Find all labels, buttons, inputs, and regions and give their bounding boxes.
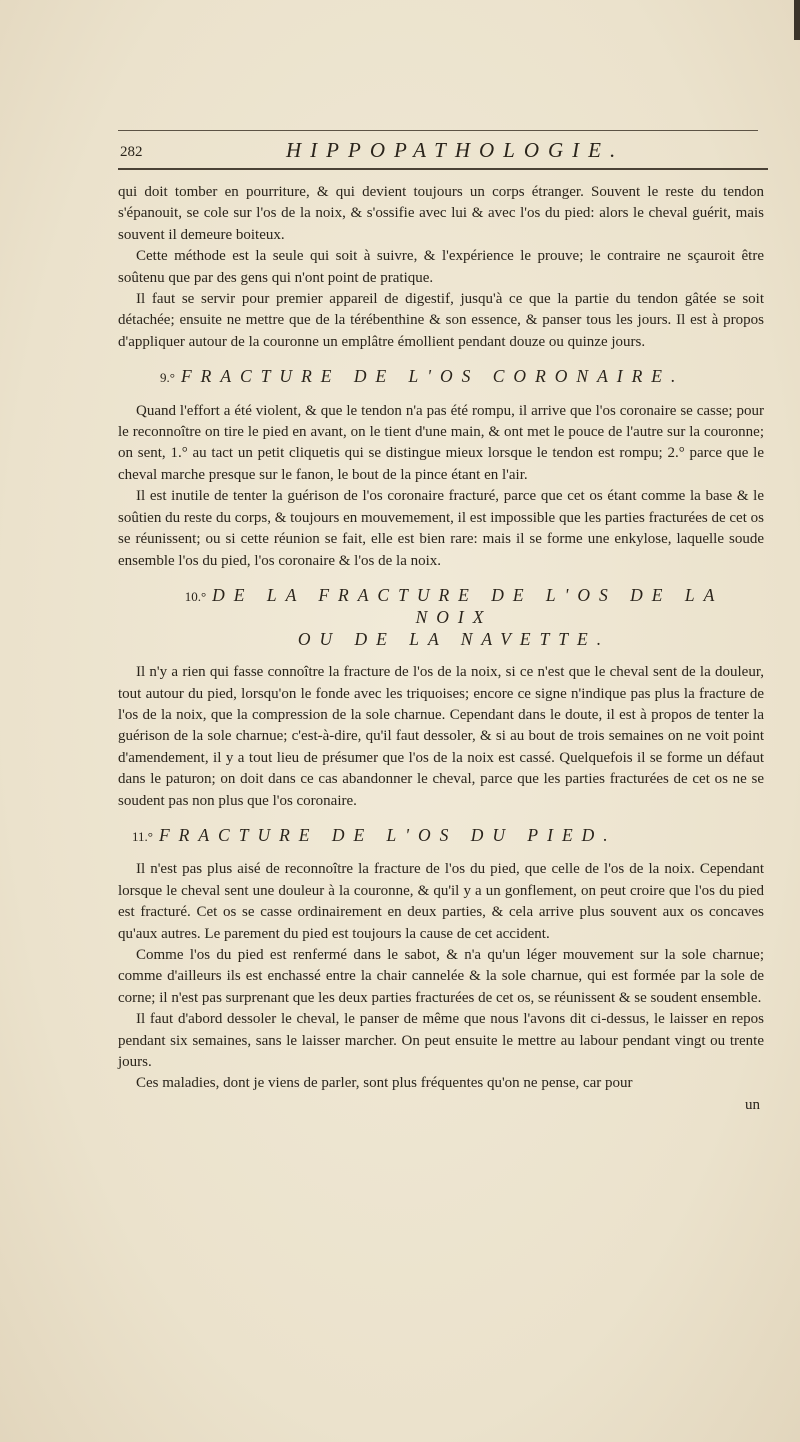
header-rule-thin (118, 130, 758, 131)
section-heading-10 (118, 585, 764, 650)
section-number-10: 10.° (184, 588, 207, 604)
paragraph-2: Cette méthode est la seule qui soit à suivre, & l'expérience le prouve; le contraire ne sçauroit être soûtenu que par des gens qui n'ont point de pratique. (118, 248, 764, 286)
section-heading-11 (118, 825, 764, 847)
paragraph-8: Comme l'os du pied est renfermé dans le sabot, & n'a qu'un léger mouvement sur la sole charnue; comme d'ailleurs ils est enchassé entre la chair cannelée & la sole charnue, qui est formée par la sole de corne; il n'est pas surprenant que les deux parties fracturées de cet os, se réunissent & se soudent ensemble. (118, 947, 764, 1006)
page-edge-mark (794, 0, 800, 40)
section-number-9: 9.° (160, 370, 175, 386)
paragraph-3: Il faut se servir pour premier appareil de digestif, jusqu'à ce que la partie du tendon gâtée se soit détachée; ensuite ne mettre que de la térébenthine & son essence, & panser tous les jours. Il est à propos d'appliquer autour de la couronne un emplâtre émollient pendant douze ou quinze jours. (118, 291, 764, 350)
page-body (118, 182, 764, 1116)
page-number: 282 (120, 144, 143, 160)
paragraph-4: Quand l'effort a été violent, & que le tendon n'a pas été rompu, il arrive que l'os coronaire se casse; pour le reconnoître on tire le pied en avant, on le tient d'une main, & ont met le pouce de l'autre sur la couronne; on sent, 1.° au tact un petit cliquetis qui se distingue mieux lorsque le tendon est rompu; 2.° parce que le cheval marche presque sur le fanon, le bout de la pince étant en l'air. (118, 402, 764, 483)
section-title-10-line2: OU DE LA NAVETTE. (297, 628, 611, 649)
section-number-11: 11.° (132, 828, 153, 844)
running-head: HIPPOPATHOLOGIE. (286, 138, 625, 162)
section-title-11: FRACTURE DE L'OS DU PIED. (158, 824, 617, 845)
header-rule-thick (118, 168, 768, 170)
section-heading-9 (118, 366, 764, 388)
section-title-9: FRACTURE DE L'OS CORONAIRE. (180, 366, 685, 387)
paragraph-7: Il n'est pas plus aisé de reconnoître la fracture de l'os du pied, que celle de l'os de la noix. Cependant lorsque le cheval sent une douleur à la couronne, & qu'il y a un gonflement, on peut croire que l'os du pied est fracturé. Cet os se casse ordinairement en deux parties, & cela arrive plus souvent aux os concaves qu'aux autres. Le parement du pied est toujours la cause de cet accident. (118, 861, 764, 942)
paragraph-6: Il n'y a rien qui fasse connoître la fracture de l'os de la noix, si ce n'est que le cheval sent de la douleur, tout autour du pied, lorsqu'on le fonde avec les triquoises; encore ce signe n'indique pas plus la fracture de l'os de la noix, que la compression de la sole charnue. Cependant dans le doute, il est à propos de tenter la guérison de la sole charnue; c'est-à-dire, qu'il faut dessoler, & si au bout de trois semaines on ne voit point d'amendement, il y a tout lieu de présumer que l'os de la noix est cassé. Quelquefois il se forme un défaut dans le paturon; on doit dans ce cas abandonner le cheval, parce que les parties fracturées de cet os ne se soudent pas non plus que l'os coronaire. (118, 664, 764, 809)
catchword: un (745, 1096, 760, 1113)
section-title-10-line1: DE LA FRACTURE DE L'OS DE LA NOIX (212, 584, 724, 628)
paragraph-1: qui doit tomber en pourriture, & qui devient toujours un corps étranger. Souvent le reste du tendon s'épanouit, se cole sur l'os de la noix, & s'ossifie avec lui & avec l'os du pied: alors le cheval guérit, mais souvent il demeure boiteux. (118, 184, 764, 243)
paragraph-10: Ces maladies, dont je viens de parler, sont plus fréquentes qu'on ne pense, car pour (136, 1075, 633, 1092)
paragraph-5: Il est inutile de tenter la guérison de l'os coronaire fracturé, parce que cet os étant comme la base & le soûtien du reste du corps, & toujours en mouvemement, il est impossible que les parties fracturées de cet os se réunissent; ou si cette réunion se fait, elle est bien rare: mais il se forme une enkylose, laquelle soude ensemble l'os du pied, l'os coronaire & l'os de la noix. (118, 488, 764, 569)
paragraph-9: Il faut d'abord dessoler le cheval, le panser de même que nous l'avons dit ci-dessus, le laisser en repos pendant six semaines, sans le laisser marcher. On peut ensuite le mettre au labour pendant vingt ou trente jours. (118, 1011, 764, 1071)
